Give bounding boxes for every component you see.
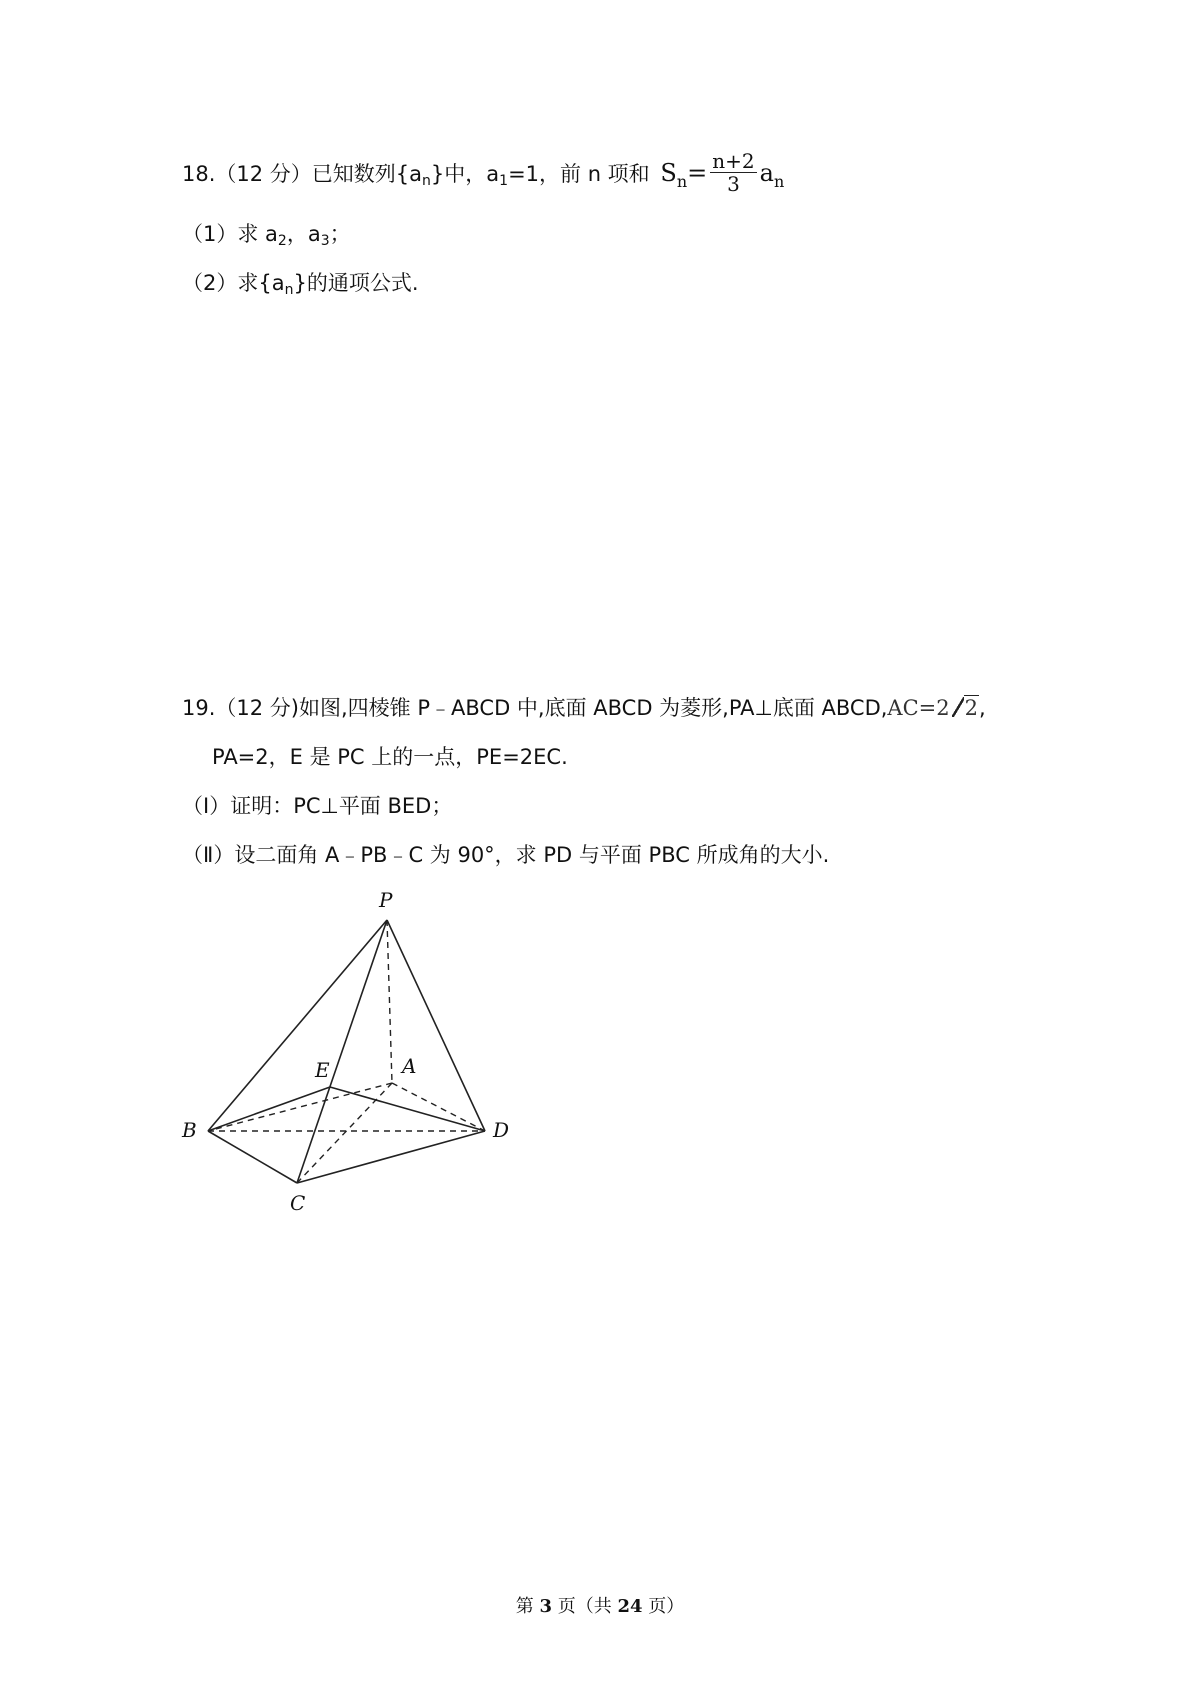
formula-s-sub: n <box>676 172 688 191</box>
q18-part2 <box>182 268 419 298</box>
q18-sub-n: n <box>422 173 431 189</box>
q18-heading-after: =1，前 n 项和 <box>508 162 650 186</box>
edge-CD <box>297 1131 485 1183</box>
label-A: A <box>402 1054 417 1078</box>
q18-sub-1: 1 <box>499 173 509 189</box>
formula-denominator: 3 <box>727 172 740 196</box>
sqrt-symbol <box>952 693 979 723</box>
edge-AD <box>392 1083 485 1131</box>
q19-ac-formula <box>887 696 979 720</box>
footer-suffix: 页） <box>642 1596 685 1617</box>
formula-a-symbol: a <box>759 159 774 187</box>
footer-prefix: 第 <box>515 1596 540 1617</box>
q18-part1-prefix: （1）求 a <box>182 222 278 246</box>
footer-total-pages: 24 <box>617 1596 643 1617</box>
q18-part1 <box>182 219 351 249</box>
footer-mid: 页（共 <box>552 1596 618 1617</box>
formula-a-sub: n <box>773 172 785 191</box>
q18-heading-mid: }中，a <box>430 162 500 186</box>
q19-heading <box>182 693 986 723</box>
q19-ac-label: AC=2 <box>887 696 950 720</box>
q18-part1-end: ； <box>329 222 351 246</box>
edge-PC <box>297 920 387 1183</box>
label-D: D <box>493 1118 510 1142</box>
label-E: E <box>315 1058 330 1082</box>
q18-part2-prefix: （2）求{a <box>182 271 285 295</box>
q18-part1-mid: ，a <box>286 222 321 246</box>
q18-heading <box>182 149 785 197</box>
q18-part2-sub: n <box>284 282 294 298</box>
edge-PA <box>387 920 392 1083</box>
q19-heading-text: 19.（12 分)如图,四棱锥 P﹣ABCD 中,底面 ABCD 为菱形,PA⊥底面 ABCD, <box>182 696 888 720</box>
pyramid-figure <box>180 885 520 1245</box>
edge-BC <box>208 1131 297 1183</box>
q19-ac-comma: , <box>979 696 986 720</box>
formula-equals: = <box>687 159 708 187</box>
q18-formula <box>660 149 785 196</box>
label-P: P <box>379 888 393 912</box>
page-footer <box>0 1592 1200 1618</box>
q18-part1-sub3: 3 <box>320 233 330 249</box>
footer-page-number: 3 <box>539 1596 552 1617</box>
q19-line2: PA=2，E 是 PC 上的一点，PE=2EC. <box>212 745 568 769</box>
q19-part2: （Ⅱ）设二面角 A﹣PB﹣C 为 90°，求 PD 与平面 PBC 所成角的大小. <box>182 843 830 867</box>
label-C: C <box>290 1191 306 1215</box>
q18-part2-end: }的通项公式. <box>293 271 419 295</box>
formula-fraction <box>710 150 756 195</box>
q19-ac-radicand: 2 <box>964 696 978 720</box>
q18-heading-text: 18.（12 分）已知数列{a <box>182 162 423 186</box>
edge-AC <box>297 1083 392 1183</box>
label-B: B <box>182 1118 197 1142</box>
q18-part1-sub2: 2 <box>277 233 287 249</box>
edge-PD <box>387 920 485 1131</box>
edge-AB <box>208 1083 392 1131</box>
formula-s-symbol: S <box>660 159 677 187</box>
formula-numerator: n+2 <box>712 149 755 173</box>
q19-part1: （Ⅰ）证明：PC⊥平面 BED； <box>182 794 453 818</box>
